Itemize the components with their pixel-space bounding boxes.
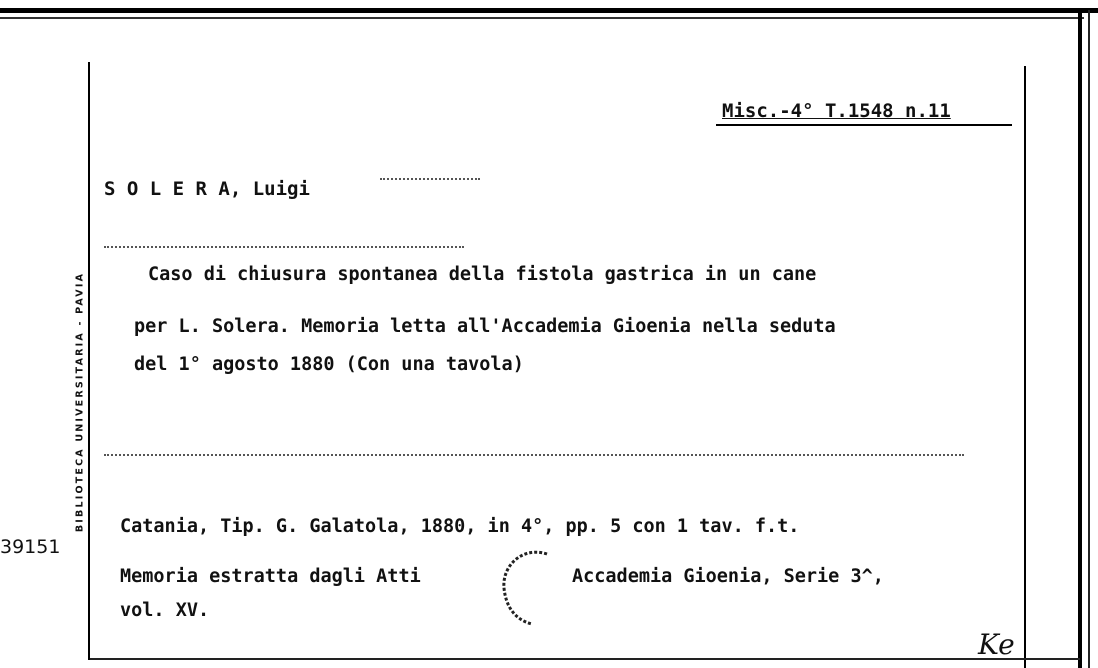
author-heading: S O L E R A, Luigi bbox=[104, 178, 310, 200]
initials: Ke bbox=[978, 628, 1015, 661]
right-border bbox=[1078, 10, 1082, 668]
dotted-rule bbox=[104, 246, 464, 248]
note-line: vol. XV. bbox=[120, 600, 210, 621]
bottom-border bbox=[90, 658, 1080, 660]
right-margin-line bbox=[1024, 66, 1026, 668]
top-border bbox=[0, 8, 1098, 13]
left-margin-line bbox=[88, 62, 90, 660]
note-line: Accademia Gioenia, Serie 3^, bbox=[572, 566, 884, 587]
right-border-outer bbox=[1088, 10, 1090, 668]
library-stamp: BIBLIOTECA UNIVERSITARIA - PAVIA bbox=[74, 271, 86, 533]
shelfmark-underline bbox=[716, 124, 1012, 126]
note-line: Memoria estratta dagli Atti bbox=[120, 566, 421, 587]
inventory-number: 39151 bbox=[0, 536, 61, 558]
binding-stamp-mark bbox=[492, 546, 552, 626]
top-border-inner bbox=[0, 17, 1084, 19]
title-line: Caso di chiusura spontanea della fistola gastrica in un cane bbox=[148, 264, 817, 285]
shelfmark: Misc.-4° T.1548 n.11 bbox=[722, 100, 951, 122]
title-line: del 1° agosto 1880 (Con una tavola) bbox=[134, 354, 524, 375]
title-line: per L. Solera. Memoria letta all'Accademia Gioenia nella seduta bbox=[134, 316, 836, 337]
dotted-rule bbox=[104, 454, 964, 456]
dotted-rule bbox=[380, 178, 480, 180]
imprint-line: Catania, Tip. G. Galatola, 1880, in 4°, pp. 5 con 1 tav. f.t. bbox=[120, 516, 800, 537]
